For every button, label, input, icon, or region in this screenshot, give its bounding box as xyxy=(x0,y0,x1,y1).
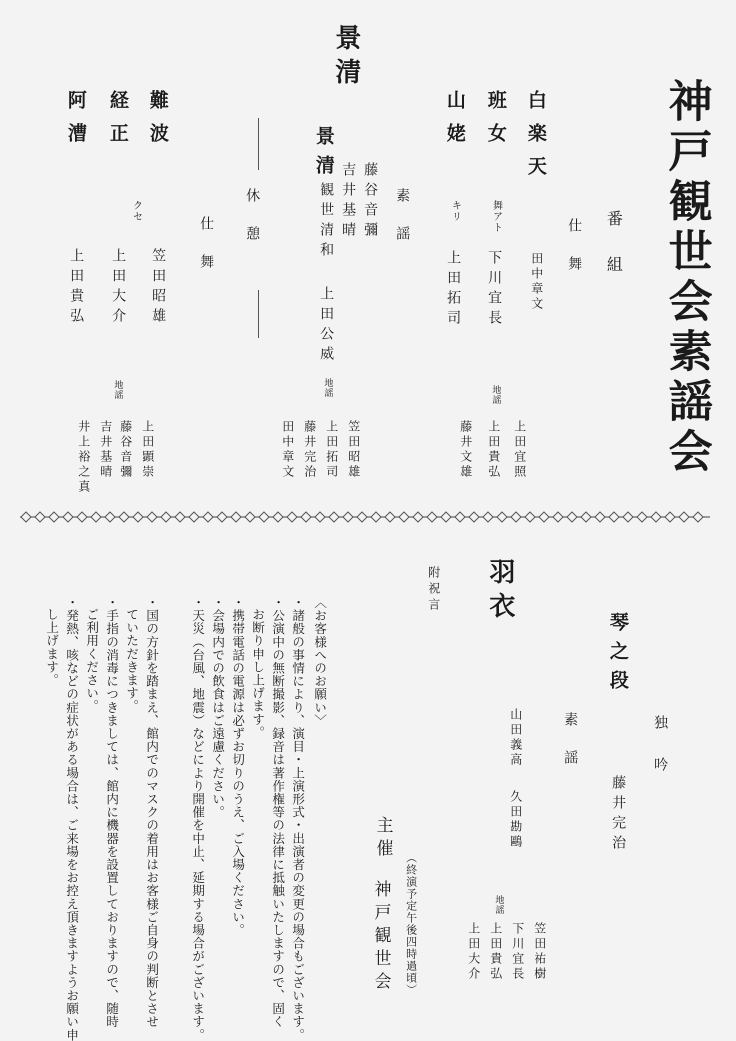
divider-diamond xyxy=(385,512,395,522)
break-rule-bottom xyxy=(258,290,259,338)
divider-diamond xyxy=(231,512,241,522)
shimai1-jiutai-2: 上田貴弘 xyxy=(486,420,501,480)
sutai-jiutai-3: 藤井完治 xyxy=(302,420,317,480)
divider-diamond xyxy=(581,512,591,522)
divider-diamond xyxy=(161,512,171,522)
break-label: 休憩 xyxy=(244,188,261,264)
shimai1-performer-2: 下川宜長 xyxy=(486,250,503,330)
divider-diamond xyxy=(455,512,465,522)
divider-diamond xyxy=(567,512,577,522)
shimai2-jiutai-1: 上田顕崇 xyxy=(140,420,155,480)
dokugin-label: 独吟 xyxy=(652,715,669,799)
sutai-jiutai-1: 笠田昭雄 xyxy=(346,420,361,480)
notice-line-8: ていただきます。 xyxy=(124,608,140,713)
shimai2-jiutai-3: 吉井基晴 xyxy=(98,420,113,480)
divider-diamond xyxy=(483,512,493,522)
break-rule-top xyxy=(258,118,259,170)
divider-diamond xyxy=(91,512,101,522)
divider-diamond xyxy=(273,512,283,522)
sutai2-jiutai-label: 地謡 xyxy=(493,895,504,915)
program-label: 番組 xyxy=(604,210,624,302)
sutai-jiutai-4: 田中章文 xyxy=(280,420,295,480)
shimai1-performer-1: 田中章文 xyxy=(529,252,544,312)
divider-diamond xyxy=(469,512,479,522)
shimai1-performer-3: 上田拓司 xyxy=(445,250,462,330)
sutai2-label: 素謡 xyxy=(562,712,579,788)
divider-diamond xyxy=(49,512,59,522)
end-time: （終演予定午後四時過頃） xyxy=(404,852,418,996)
shimai1-piece-2: 班女 xyxy=(484,90,507,156)
sutai-cast-2: 吉井基晴 xyxy=(340,162,357,242)
shimai1-sub-3: キリ xyxy=(449,200,461,222)
divider-diamond xyxy=(371,512,381,522)
divider-diamond xyxy=(651,512,661,522)
sutai-cast-4: 上田公威 xyxy=(318,286,335,366)
divider-diamond xyxy=(343,512,353,522)
shimai2-jiutai-2: 藤谷音彌 xyxy=(118,420,133,480)
shimai2-sub-2: クセ xyxy=(130,200,142,222)
shimai1-jiutai-1: 上田宜照 xyxy=(512,420,527,480)
divider-diamond xyxy=(147,512,157,522)
sutai2-cast-2: 久田勘鷗 xyxy=(508,790,523,850)
divider-diamond xyxy=(511,512,521,522)
shimai2-jiutai-label: 地謡 xyxy=(112,380,123,400)
divider-diamond xyxy=(357,512,367,522)
divider-diamond xyxy=(539,512,549,522)
sutai-jiutai-2: 上田拓司 xyxy=(324,420,339,480)
divider-diamond xyxy=(175,512,185,522)
shimai2-piece-2: 経正 xyxy=(106,90,129,156)
sutai2-jiutai-2: 下川宜長 xyxy=(510,922,525,982)
dokugin-piece: 琴之段 xyxy=(606,612,629,699)
shimai1-piece-1: 白楽天 xyxy=(524,90,547,189)
divider-diamond xyxy=(245,512,255,522)
divider-diamond xyxy=(595,512,605,522)
divider-diamond xyxy=(217,512,227,522)
sutai2-play-title: 羽衣 xyxy=(484,558,515,626)
ornamental-divider xyxy=(20,510,710,524)
notice-heading: 〈お客様へのお願い〉 xyxy=(312,596,328,727)
divider-diamond xyxy=(315,512,325,522)
divider-diamond xyxy=(637,512,647,522)
divider-diamond xyxy=(35,512,45,522)
divider-diamond xyxy=(665,512,675,522)
sutai-cast-3: 観世清和 xyxy=(318,182,335,262)
divider-diamond xyxy=(399,512,409,522)
event-title: 神戸観世会素謡会 xyxy=(660,78,712,478)
divider-diamond xyxy=(133,512,143,522)
sutai2-jiutai-4: 上田大介 xyxy=(466,922,481,982)
divider-diamond xyxy=(105,512,115,522)
sutai-jiutai-label: 地謡 xyxy=(322,378,333,398)
notice-line-6: ・天災（台風、地震）などにより開催を中止、延期する場合がございます。 xyxy=(190,596,206,1041)
shimai2-performer-3: 上田貴弘 xyxy=(68,248,85,328)
shimai1-jiutai-label: 地謡 xyxy=(490,385,501,405)
sutai2-cast-1: 山田義高 xyxy=(508,708,523,768)
divider-diamond xyxy=(21,512,31,522)
divider-diamond xyxy=(679,512,689,522)
dokugin-performer: 藤井完治 xyxy=(610,775,627,855)
notice-line-9: ・手指の消毒につきましては、館内に機器を設置しておりますので、随時 xyxy=(104,596,120,1029)
divider-diamond xyxy=(525,512,535,522)
shimai1-piece-3: 山姥 xyxy=(443,90,466,156)
divider-diamond xyxy=(63,512,73,522)
sponsor-name: 神戸観世会 xyxy=(370,880,391,995)
notice-line-2: ・公演中の無断撮影、録音は著作権等の法律に抵触いたしますので、固く xyxy=(270,596,286,1029)
shimai2-performer-2: 上田大介 xyxy=(110,248,127,328)
notice-line-1: ・諸般の事情により、演目・上演形式・出演者の変更の場合もございます。 xyxy=(290,596,306,1041)
divider-diamond xyxy=(287,512,297,522)
divider-diamond xyxy=(497,512,507,522)
divider-diamond xyxy=(609,512,619,522)
divider-diamond xyxy=(119,512,129,522)
shimai1-label: 仕舞 xyxy=(566,218,583,294)
shimai1-jiutai-3: 藤井文雄 xyxy=(458,420,473,480)
notice-line-3: お断り申し上げます。 xyxy=(250,608,266,739)
notice-line-11: ・発熱、咳などの症状がある場合は、ご来場をお控え頂きますようお願い申 xyxy=(64,596,80,1041)
divider-diamond xyxy=(427,512,437,522)
shimai2-label: 仕舞 xyxy=(198,216,215,292)
divider-diamond xyxy=(203,512,213,522)
divider-diamond xyxy=(441,512,451,522)
shimai2-piece-1: 難波 xyxy=(146,90,169,156)
sutai-label: 素謡 xyxy=(394,188,411,264)
sutai-play-title: 景清 xyxy=(330,24,361,92)
divider-diamond xyxy=(77,512,87,522)
notice-line-10: ご利用ください。 xyxy=(84,608,100,713)
sutai2-jiutai-1: 笠田祐樹 xyxy=(532,922,547,982)
shimai2-piece-3: 阿漕 xyxy=(64,90,87,156)
notice-line-5: ・会場内での飲食はご遠慮ください。 xyxy=(210,596,226,819)
divider-diamond xyxy=(413,512,423,522)
divider-diamond xyxy=(623,512,633,522)
sutai-play-repeat: 景清 xyxy=(312,126,335,184)
sutai-cast-1: 藤谷音彌 xyxy=(362,162,379,242)
divider-diamond xyxy=(189,512,199,522)
notice-line-4: ・携帯電話の電源は必ずお切りのうえ、ご入場ください。 xyxy=(230,596,246,937)
notice-line-12: し上げます。 xyxy=(44,608,60,687)
sponsor-label: 主催 xyxy=(372,816,393,862)
shimai2-jiutai-4: 井上裕之真 xyxy=(76,420,91,495)
shimai2-performer-1: 笠田昭雄 xyxy=(150,248,167,328)
sutai2-jiutai-3: 上田貴弘 xyxy=(488,922,503,982)
divider-diamond xyxy=(259,512,269,522)
divider-diamond xyxy=(553,512,563,522)
divider-diamond xyxy=(693,512,703,522)
shimai1-sub-2: 舞アト xyxy=(490,200,502,233)
fushugen-label: 附祝言 xyxy=(426,566,441,614)
divider-diamond xyxy=(329,512,339,522)
divider-diamond xyxy=(301,512,311,522)
notice-line-7: ・国の方針を踏まえ、館内でのマスクの着用はお客様ご自身の判断とさせ xyxy=(144,596,160,1029)
